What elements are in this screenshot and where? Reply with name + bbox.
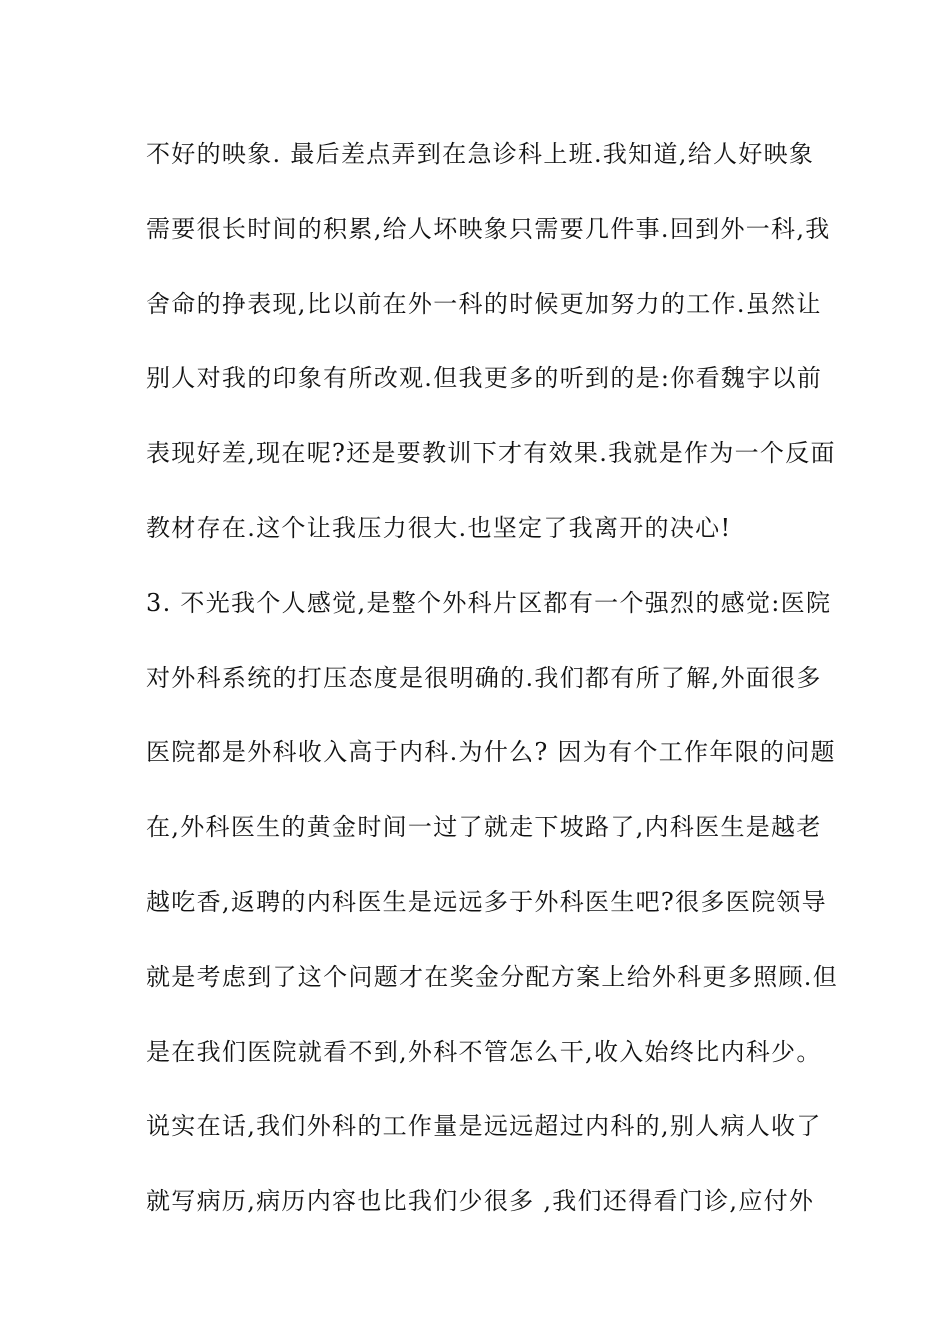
text-line: 是在我们医院就看不到,外科不管怎么干,收入始终比内科少。 bbox=[146, 1037, 822, 1066]
text-line: 不好的映象. 最后差点弄到在急诊科上班.我知道,给人好映象 bbox=[146, 140, 815, 168]
text-line: 舍命的挣表现,比以前在外一科的时候更加努力的工作.虽然让 bbox=[146, 289, 822, 318]
text-line: 说实在话,我们外科的工作量是远远超过内科的,别人病人收了 bbox=[146, 1112, 822, 1141]
text-line: 就是考虑到了这个问题才在奖金分配方案上给外科更多照顾.但 bbox=[146, 962, 839, 991]
text-line: 越吃香,返聘的内科医生是远远多于外科医生吧?很多医院领导 bbox=[146, 887, 827, 916]
body-text bbox=[146, 126, 839, 1248]
text-line: 医院都是外科收入高于内科.为什么? 因为有个工作年限的问题 bbox=[146, 738, 836, 767]
text-line: 对外科系统的打压态度是很明确的.我们都有所了解,外面很多 bbox=[146, 663, 822, 692]
text-line: 3. 不光我个人感觉,是整个外科片区都有一个强烈的感觉:医院 bbox=[146, 588, 832, 617]
text-line: 需要很长时间的积累,给人坏映象只需要几件事.回到外一科,我 bbox=[146, 214, 831, 243]
text-line: 教材存在.这个让我压力很大.也坚定了我离开的决心! bbox=[146, 513, 732, 542]
text-line: 表现好差,现在呢?还是要教训下才有效果.我就是作为一个反面 bbox=[146, 439, 836, 468]
text-line: 就写病历,病历内容也比我们少很多 ,我们还得看门诊,应付外 bbox=[146, 1187, 815, 1216]
text-line: 别人对我的印象有所改观.但我更多的听到的是:你看魏宇以前 bbox=[146, 364, 823, 393]
text-line: 在,外科医生的黄金时间一过了就走下坡路了,内科医生是越老 bbox=[146, 813, 822, 842]
